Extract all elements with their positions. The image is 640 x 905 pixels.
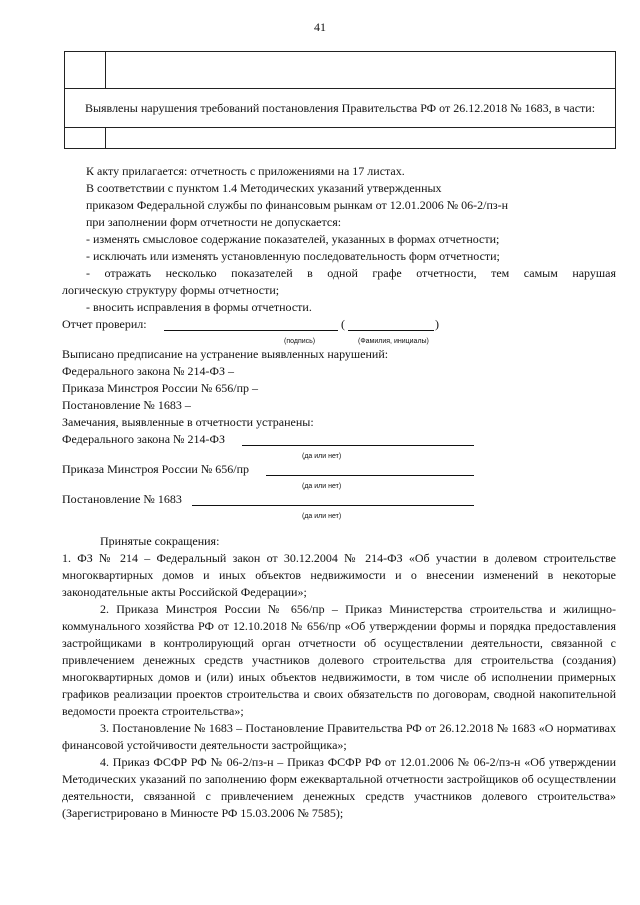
checked-row — [62, 316, 616, 333]
violations-header: Выявлены нарушения требований постановления Правительства РФ от 26.12.2018 № 1683, в части: — [65, 89, 616, 128]
name-caption: (Фамилия, инициалы) — [358, 338, 429, 345]
table-cell — [65, 52, 106, 89]
abbreviation-4-text: 4. Приказ ФСФР РФ № 06-2/пз-н – Приказ ФСФР РФ от 12.01.2006 № 06-2/пз-н «Об утверждении Методических указаний по заполнению форм ежеквартальной отчетности застройщиков об осуществлении деятельности, связанной с привлечением денежных средств участников долевого строительства» (Зарегистрировано в Минюсте РФ 15.03.2006 № 7585); — [62, 755, 616, 820]
violations-table — [64, 51, 616, 149]
remarks-law-line — [242, 431, 474, 446]
paren-open: ( — [341, 317, 345, 331]
table-cell — [106, 128, 616, 149]
bullet-3-line-2: логическую структуру формы отчетности; — [62, 283, 280, 297]
yes-no-caption: (да или нет) — [302, 453, 342, 460]
document-body — [62, 163, 616, 822]
rules-line-2: приказом Федеральной службы по финансовым рынкам от 12.01.2006 № 06-2/пз-н — [86, 198, 509, 212]
remarks-law-row — [62, 431, 616, 448]
remarks-resolution-row — [62, 491, 616, 508]
rules-line-1: В соответствии с пунктом 1.4 Методических указаний утвержденных — [86, 181, 442, 195]
prescription-resolution: Постановление № 1683 – — [62, 398, 191, 412]
yes-no-row-3 — [62, 508, 616, 521]
remarks-resolution-line — [192, 491, 474, 506]
bullet-3-line-1: - отражать несколько показателей в одной графе отчетности, тем самым нарушая — [86, 266, 616, 280]
remarks-law-label: Федерального закона № 214-ФЗ — [62, 432, 225, 446]
prescription-law: Федерального закона № 214-ФЗ – — [62, 364, 234, 378]
abbreviation-1 — [62, 550, 616, 601]
table-row — [65, 128, 616, 149]
page-number: 41 — [314, 20, 326, 34]
abbreviation-1-text: 1. ФЗ № 214 – Федеральный закон от 30.12.2004 № 214-ФЗ «Об участии в долевом строительстве многоквартирных домов и иных объектов недвижимости и о внесении изменений в некоторые законодательные акты Российской Федерации»; — [62, 551, 616, 599]
remarks-order-row — [62, 461, 616, 478]
prescription-order: Приказа Минстроя России № 656/пр – — [62, 381, 259, 395]
abbreviations-title: Принятые сокращения: — [100, 534, 220, 548]
rules-line-3: при заполнении форм отчетности не допускается: — [86, 215, 342, 229]
signature-line — [164, 316, 338, 331]
remarks-resolution-label: Постановление № 1683 — [62, 492, 182, 506]
prescription-line: Выписано предписание на устранение выявленных нарушений: — [62, 347, 389, 361]
bullet-2: - исключать или изменять установленную последовательность форм отчетности; — [86, 249, 500, 263]
table-cell — [106, 52, 616, 89]
signature-caption: (подпись) — [284, 338, 316, 345]
bullet-1: - изменять смысловое содержание показателей, указанных в формах отчетности; — [86, 232, 500, 246]
abbreviation-2-text: 2. Приказа Минстроя России № 656/пр – Приказ Министерства строительства и жилищно-коммунального хозяйства РФ от 12.10.2018 № 656/пр «Об утверждении формы и порядка предоставления застройщиками в контролирующий орган отчетности об осуществлении деятельности, связанной с привлечением денежных средств участников долевого строительства для строительства (создания) многоквартирных домов и (или) иных объектов недвижимости, в том числе об исполнении примерных графиков реализации проектов строительства и своих обязательств по договорам, сводной накопительной ведомости проекта строительства»; — [62, 602, 616, 718]
remarks-order-label: Приказа Минстроя России № 656/пр — [62, 462, 250, 476]
table-cell — [65, 128, 106, 149]
signature-captions — [62, 333, 616, 346]
abbreviation-4 — [62, 754, 616, 822]
bullet-4: - вносить исправления в формы отчетности. — [86, 300, 312, 314]
remarks-order-line — [266, 461, 474, 476]
name-line — [348, 316, 434, 331]
abbreviation-2 — [62, 601, 616, 720]
yes-no-row-1 — [62, 448, 616, 461]
yes-no-row-2 — [62, 478, 616, 491]
table-row — [65, 52, 616, 89]
yes-no-caption: (да или нет) — [302, 483, 342, 490]
remarks-line: Замечания, выявленные в отчетности устранены: — [62, 415, 314, 429]
table-row — [65, 89, 616, 128]
paren-close: ) — [435, 317, 439, 331]
checked-label: Отчет проверил: — [62, 317, 147, 331]
yes-no-caption: (да или нет) — [302, 513, 342, 520]
attachment-line: К акту прилагается: отчетность с приложениями на 17 листах. — [86, 164, 405, 178]
abbreviation-3-text: 3. Постановление № 1683 – Постановление Правительства РФ от 26.12.2018 № 1683 «О нормативах финансовой устойчивости деятельности застройщика»; — [62, 721, 616, 752]
abbreviation-3 — [62, 720, 616, 754]
